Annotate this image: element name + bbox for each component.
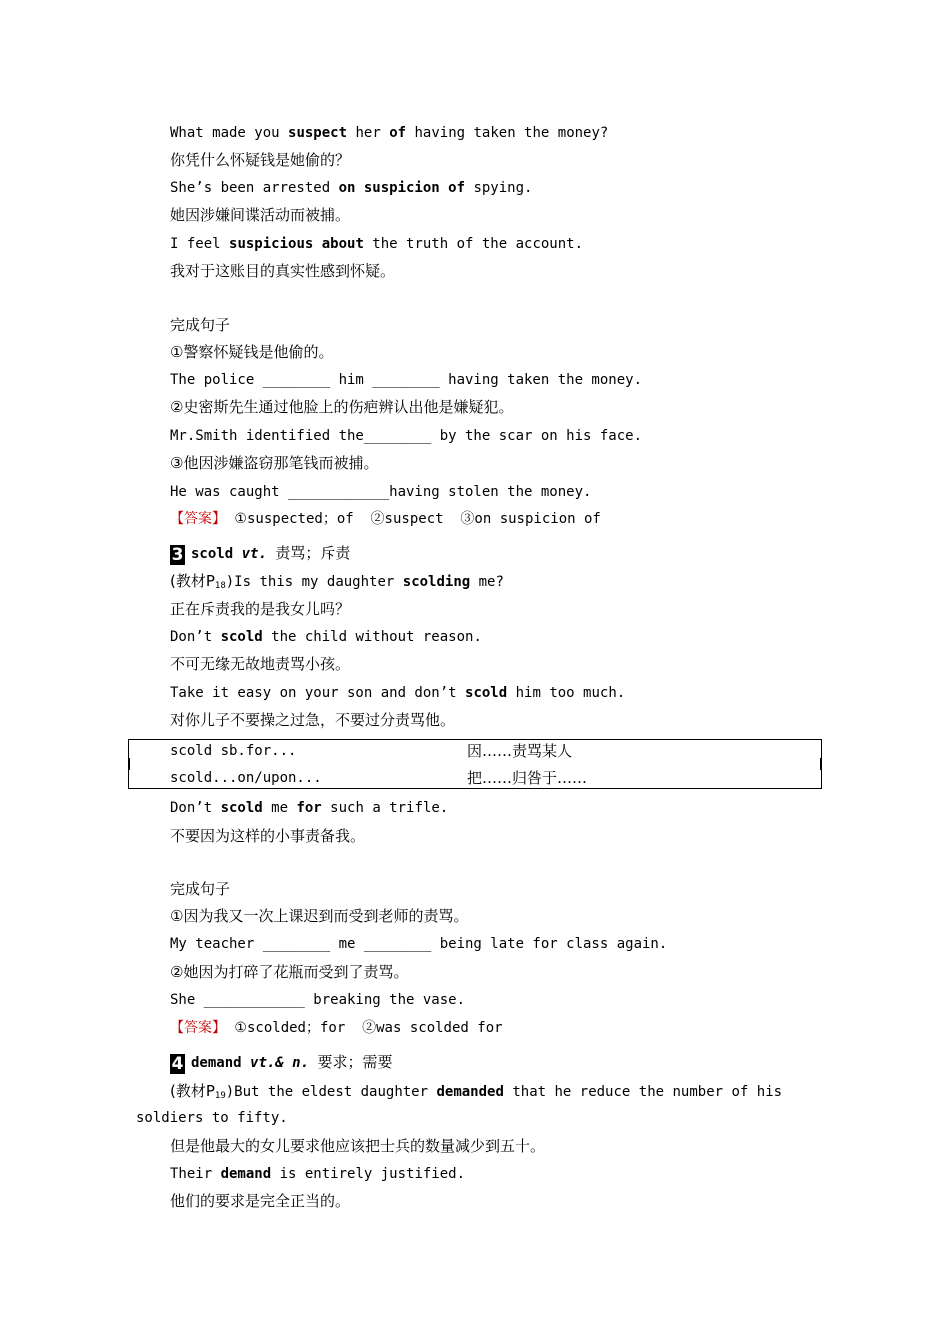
exercise-question-cn: ③他因涉嫌盗窃那笔钱而被捕。 <box>170 454 379 472</box>
phrase-cn: 因……责骂某人 <box>467 742 573 760</box>
example-translation: 她因涉嫌间谍活动而被捕。 <box>170 206 351 224</box>
example-translation: 不要因为这样的小事责备我。 <box>170 827 366 845</box>
exercise-question-en: She ____________ breaking the vase. <box>170 992 466 1008</box>
exercise-question-cn: ②史密斯先生通过他脸上的伤疤辨认出他是嫌疑犯。 <box>170 398 514 416</box>
part-of-speech: vt.& n. <box>250 1055 310 1071</box>
example-sentence: Don’t scold me for such a trifle. <box>170 800 449 816</box>
vocab-word: demand <box>191 1055 242 1071</box>
vocab-entry-header <box>170 543 350 563</box>
example-translation: 对你儿子不要操之过急，不要过分责骂他。 <box>170 711 456 729</box>
exercise-question-cn: ①警察怀疑钱是他偷的。 <box>170 343 334 361</box>
example-sentence: What made you suspect her of having taken the money? <box>170 125 609 141</box>
part-of-speech: vt. <box>241 546 267 562</box>
example-sentence-continuation: soldiers to fifty. <box>136 1110 288 1126</box>
exercise-heading: 完成句子 <box>170 880 231 898</box>
answer-line: 【答案】 ①scolded；for ②was scolded for <box>170 1020 503 1036</box>
vocab-meaning: 责骂；斥责 <box>275 544 351 562</box>
answer-line: 【答案】 ①suspected；of ②suspect ③on suspicion of <box>170 511 601 527</box>
example-translation: 不可无缘无故地责骂小孩。 <box>170 655 351 673</box>
example-sentence: Take it easy on your son and don’t scold him too much. <box>170 685 626 701</box>
box-divider <box>129 758 130 770</box>
exercise-question-cn: ②她因为打碎了花瓶而受到了责骂。 <box>170 963 409 981</box>
example-sentence: She’s been arrested on suspicion of spying. <box>170 180 533 196</box>
example-translation: 我对于这账目的真实性感到怀疑。 <box>170 262 396 280</box>
answer-label: 【答案】 <box>170 511 226 527</box>
example-translation: 但是他最大的女儿要求他应该把士兵的数量减少到五十。 <box>170 1137 546 1155</box>
example-sentence: Don’t scold the child without reason. <box>170 629 482 645</box>
phrase-cn: 把……归咎于…… <box>467 769 588 787</box>
exercise-question-en: The police ________ him ________ having taken the money. <box>170 372 643 388</box>
example-translation: 你凭什么怀疑钱是她偷的？ <box>170 151 351 169</box>
vocab-word: scold <box>191 546 234 562</box>
exercise-question-en: My teacher ________ me ________ being late for class again. <box>170 936 668 952</box>
exercise-question-cn: ①因为我又一次上课迟到而受到老师的责骂。 <box>170 907 469 925</box>
entry-number-badge: 4 <box>171 1054 184 1074</box>
box-divider <box>820 758 821 770</box>
vocab-meaning: 要求；需要 <box>317 1053 393 1071</box>
entry-number-badge: 3 <box>171 545 184 565</box>
answer-label: 【答案】 <box>170 1020 226 1036</box>
phrase-en: scold...on/upon... <box>170 770 322 786</box>
phrase-en: scold sb.for... <box>170 743 297 759</box>
example-sentence: (教材$P_{19})But$ the eldest daughter demanded that he reduce the number of his <box>170 1082 783 1101</box>
example-sentence: Their demand is entirely justified. <box>170 1166 466 1182</box>
vocab-entry-header <box>170 1052 392 1072</box>
example-translation: 正在斥责我的是我女儿吗？ <box>170 600 351 618</box>
example-translation: 他们的要求是完全正当的。 <box>170 1192 351 1210</box>
example-sentence: (教材$P_{18})Is$ this my daughter scolding me? <box>170 572 504 591</box>
exercise-heading: 完成句子 <box>170 316 231 334</box>
exercise-question-en: He was caught ____________having stolen the money. <box>170 484 592 500</box>
example-sentence: I feel suspicious about the truth of the account. <box>170 236 584 252</box>
exercise-question-en: Mr.Smith identified the________ by the scar on his face. <box>170 428 643 444</box>
